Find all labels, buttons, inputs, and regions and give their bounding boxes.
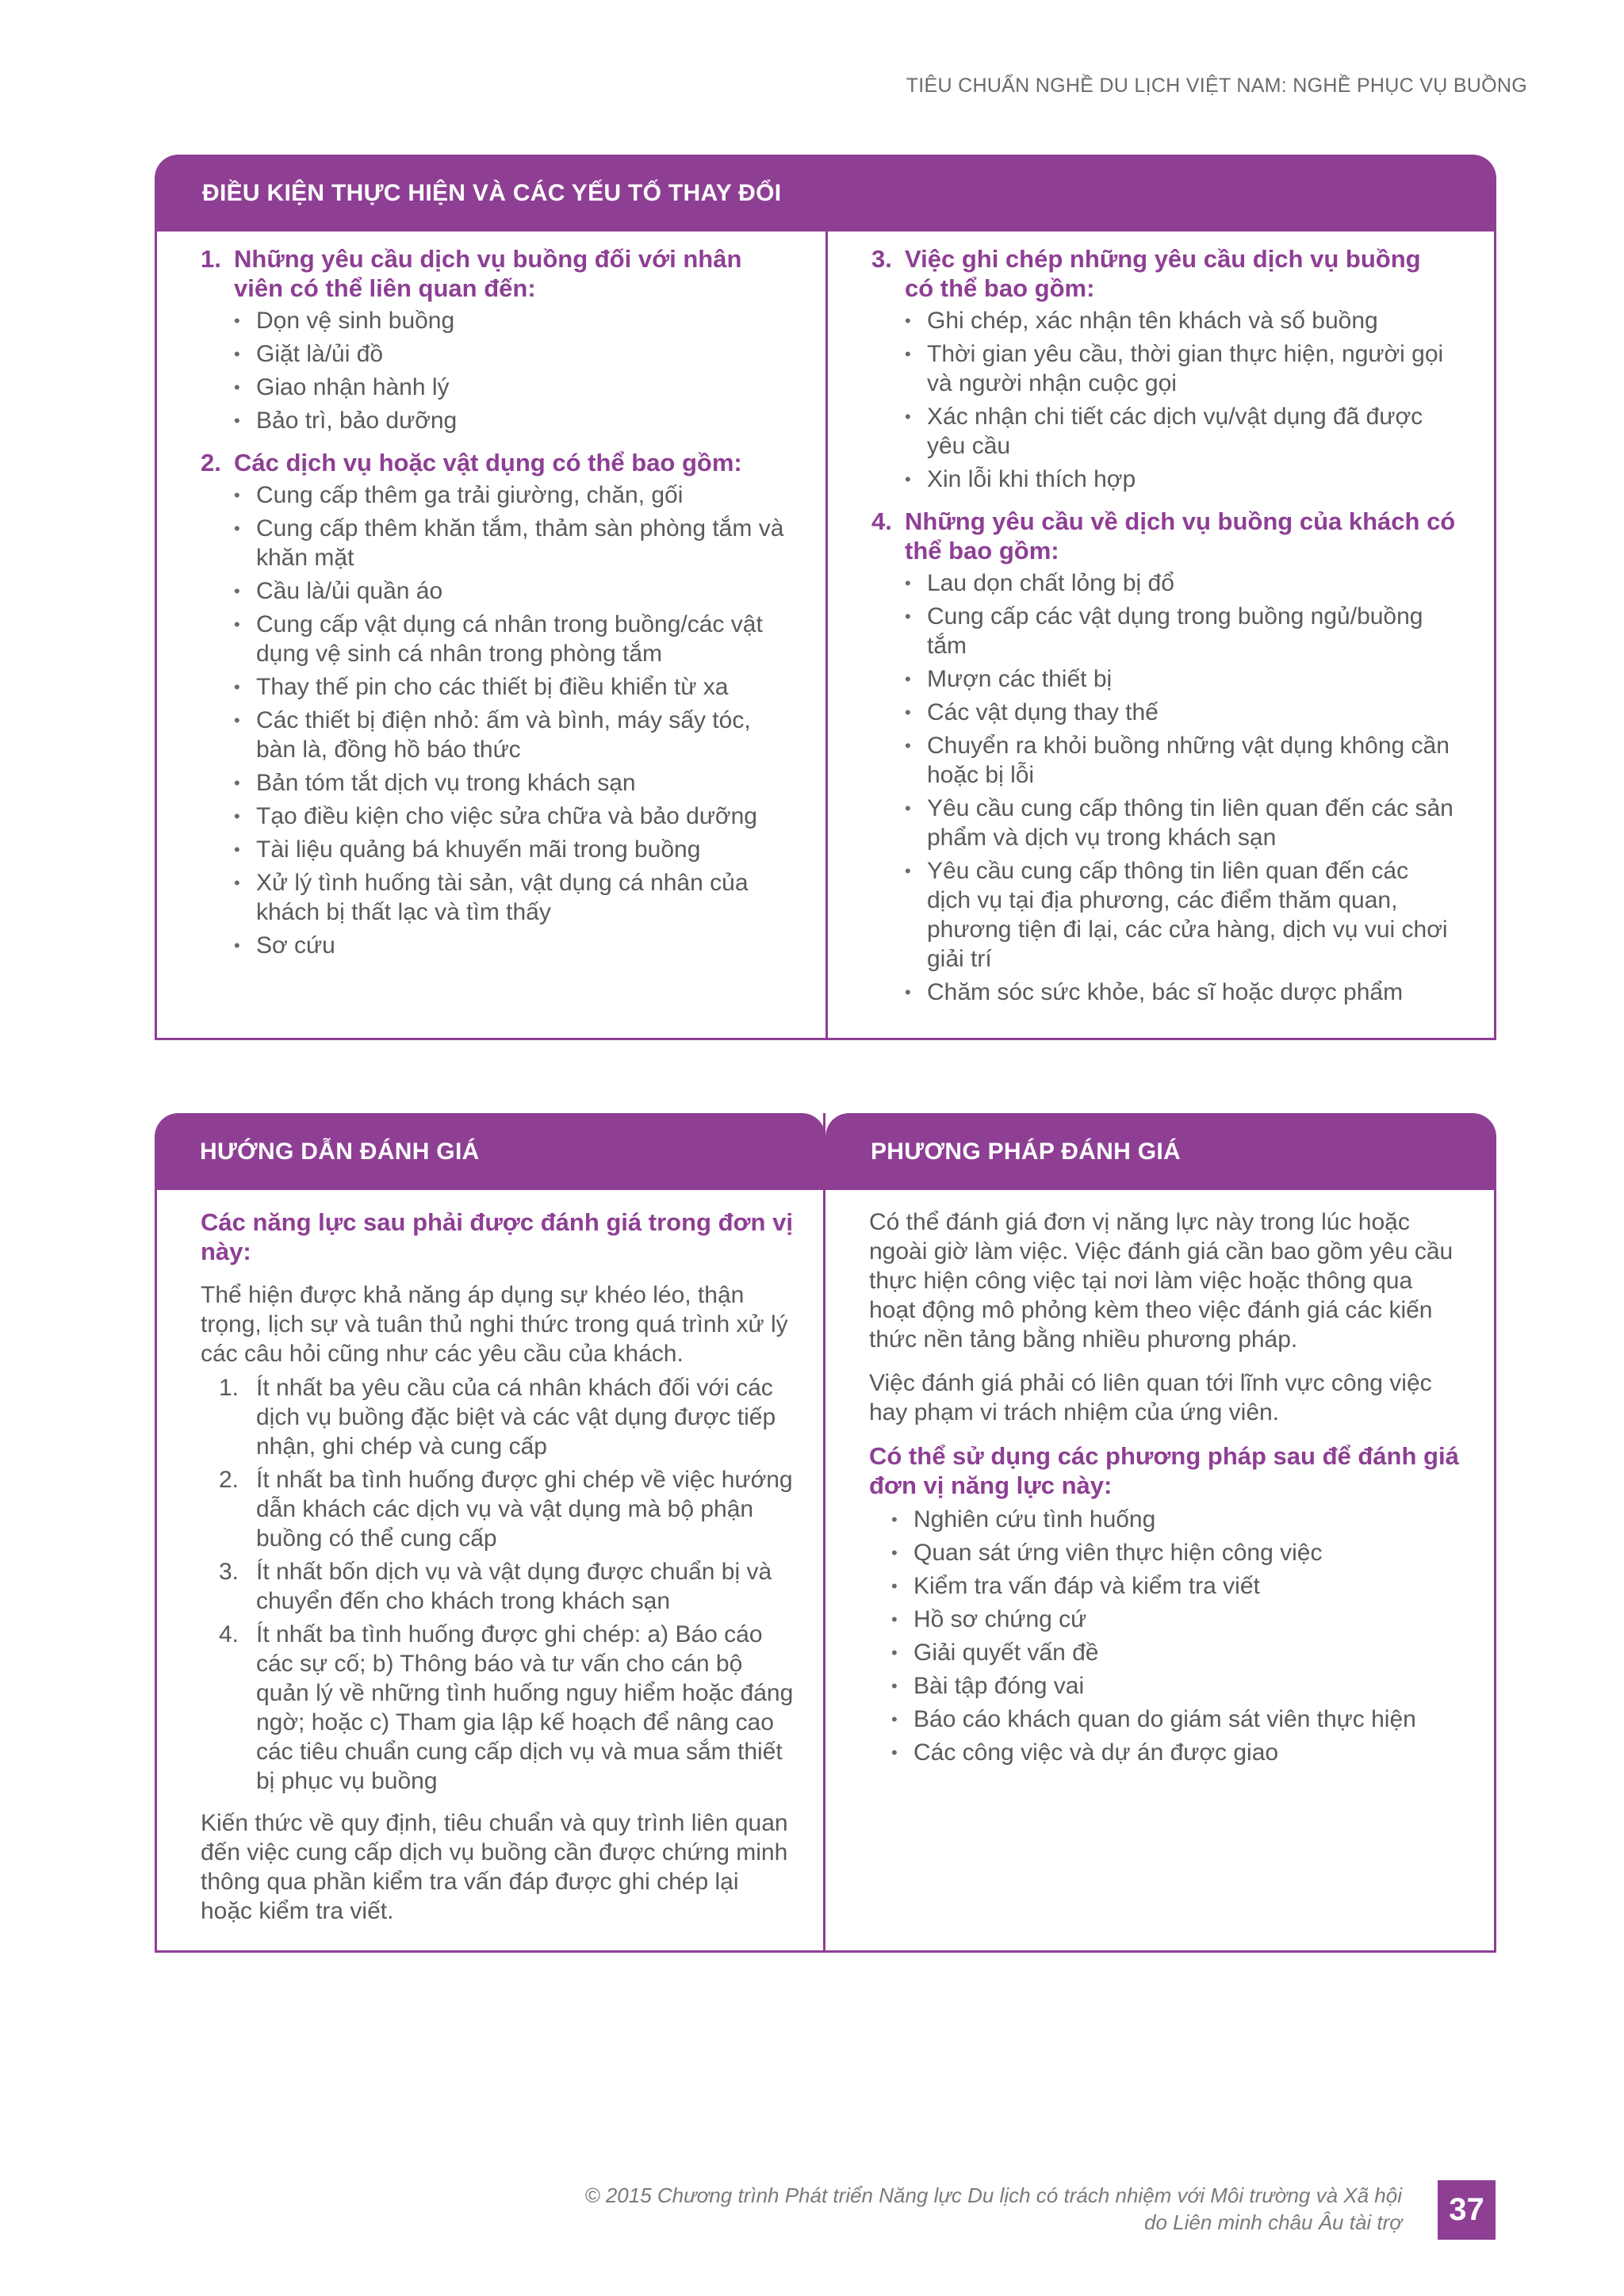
list-item: • Lau dọn chất lỏng bị đổ — [905, 568, 1456, 598]
conditions-left-column — [157, 232, 825, 1038]
section-heading — [871, 507, 1456, 565]
footer-line-1: © 2015 Chương trình Phát triển Năng lực Du lịch có trách nhiệm với Môi trường và Xã hội — [584, 2183, 1402, 2207]
condition-section — [871, 244, 1456, 494]
list-item: • Bài tập đóng vai — [891, 1671, 1464, 1701]
item-number: 4. — [219, 1621, 239, 1647]
list-item: • Xin lỗi khi thích hợp — [905, 465, 1456, 494]
section-number: 1. — [201, 245, 221, 273]
section-number: 2. — [201, 449, 221, 476]
list-item: • Yêu cầu cung cấp thông tin liên quan đến các sản phẩm và dịch vụ trong khách sạn — [905, 794, 1456, 852]
list-item: • Bản tóm tắt dịch vụ trong khách sạn — [234, 768, 787, 798]
list-item: • Yêu cầu cung cấp thông tin liên quan đến các dịch vụ tại địa phương, các điểm thăm quan, phương tiện đi lại, các cửa hàng, dịch vụ vui chơi giải trí — [905, 856, 1456, 974]
list-item: • Xử lý tình huống tài sản, vật dụng cá nhân của khách bị thất lạc và tìm thấy — [234, 868, 787, 927]
list-item: • Cung cấp các vật dụng trong buồng ngủ/buồng tắm — [905, 602, 1456, 660]
condition-section — [871, 507, 1456, 1007]
footer-line-2: do Liên minh châu Âu tài trợ — [1143, 2210, 1402, 2234]
list-item: • Kiểm tra vấn đáp và kiểm tra viết — [891, 1571, 1464, 1601]
footer-copyright — [584, 2182, 1402, 2236]
list-item: • Hồ sơ chứng cứ — [891, 1605, 1464, 1634]
numbered-item — [219, 1620, 795, 1796]
list-item: • Cung cấp vật dụng cá nhân trong buồng/các vật dụng vệ sinh cá nhân trong phòng tắm — [234, 610, 787, 668]
list-item: • Tài liệu quảng bá khuyến mãi trong buồng — [234, 835, 787, 864]
list-item: • Bảo trì, bảo dưỡng — [234, 406, 787, 435]
page-number: 37 — [1438, 2180, 1496, 2240]
list-item: • Các vật dụng thay thế — [905, 698, 1456, 727]
list-item: • Các công việc và dự án được giao — [891, 1738, 1464, 1767]
list-item: • Chăm sóc sức khỏe, bác sĩ hoặc dược phẩm — [905, 978, 1456, 1007]
section-heading — [871, 244, 1456, 303]
condition-section — [201, 448, 787, 960]
list-item: • Xác nhận chi tiết các dịch vụ/vật dụng đã được yêu cầu — [905, 402, 1456, 461]
list-item: • Thay thế pin cho các thiết bị điều khiển từ xa — [234, 672, 787, 702]
assessment-method-panel — [823, 1113, 1496, 1953]
list-item: • Nghiên cứu tình huống — [891, 1505, 1464, 1534]
list-item: • Chuyển ra khỏi buồng những vật dụng không cần hoặc bị lỗi — [905, 731, 1456, 790]
section-heading — [201, 244, 787, 303]
numbered-item — [219, 1465, 795, 1553]
conditions-right-column — [828, 232, 1494, 1038]
item-text: Ít nhất bốn dịch vụ và vật dụng được chuẩn bị và chuyển đến cho khách trong khách sạn — [256, 1559, 772, 1614]
list-item: • Dọn vệ sinh buồng — [234, 306, 787, 335]
list-item: • Mượn các thiết bị — [905, 664, 1456, 694]
item-text: Ít nhất ba tình huống được ghi chép: a) Báo cáo các sự cố; b) Thông báo và tư vấn cho cán bộ quản lý về những tình huống nguy hiểm hoặc đáng ngờ; hoặc c) Tham gia lập kế hoạch để nâng cao các tiêu chuẩn cung cấp dịch vụ và mua sắm thiết bị phục vụ buồng — [256, 1621, 794, 1794]
assessment-guide-title: HƯỚNG DẪN ĐÁNH GIÁ — [155, 1113, 825, 1190]
method-bullet-list — [869, 1505, 1464, 1767]
list-item: • Ghi chép, xác nhận tên khách và số buồng — [905, 306, 1456, 335]
section-bullet-list — [201, 480, 787, 960]
method-paragraph-1: Có thể đánh giá đơn vị năng lực này trong lúc hoặc ngoài giờ làm việc. Việc đánh giá cần bao gồm yêu cầu thực hiện công việc tại nơi làm việc hoặc thông qua hoạt động mô phỏng kèm theo việc đánh giá các kiến thức nền tảng bằng nhiều phương pháp. — [869, 1209, 1454, 1353]
section-title: Việc ghi chép những yêu cầu dịch vụ buồng có thể bao gồm: — [905, 245, 1421, 302]
list-item: • Cầu là/ủi quần áo — [234, 576, 787, 606]
item-number: 1. — [219, 1375, 239, 1401]
item-number: 2. — [219, 1467, 239, 1493]
list-item: • Thời gian yêu cầu, thời gian thực hiện, người gọi và người nhận cuộc gọi — [905, 339, 1456, 398]
section-title: Các dịch vụ hoặc vật dụng có thể bao gồm: — [234, 449, 742, 476]
list-item: • Sơ cứu — [234, 931, 787, 960]
section-number: 3. — [871, 245, 892, 273]
conditions-panel — [155, 155, 1496, 1040]
item-number: 3. — [219, 1559, 239, 1585]
list-item: • Giặt là/ủi đồ — [234, 339, 787, 369]
guide-numbered-list — [201, 1373, 795, 1796]
item-text: Ít nhất ba yêu cầu của cá nhân khách đối với các dịch vụ buồng đặc biệt và các vật dụng được tiếp nhận, ghi chép và cung cấp — [256, 1375, 776, 1460]
list-item: • Giải quyết vấn đề — [891, 1638, 1464, 1667]
list-item: • Quan sát ứng viên thực hiện công việc — [891, 1538, 1464, 1567]
method-paragraph-2: Việc đánh giá phải có liên quan tới lĩnh vực công việc hay phạm vi trách nhiệm của ứng viên. — [869, 1370, 1432, 1425]
list-item: • Giao nhận hành lý — [234, 373, 787, 402]
list-item: • Tạo điều kiện cho việc sửa chữa và bảo dưỡng — [234, 802, 787, 831]
section-title: Những yêu cầu về dịch vụ buồng của khách có thể bao gồm: — [905, 507, 1456, 564]
assessment-method-title: PHƯƠNG PHÁP ĐÁNH GIÁ — [825, 1113, 1496, 1190]
numbered-item — [219, 1557, 795, 1616]
method-subtitle: Có thể sử dụng các phương pháp sau để đánh giá đơn vị năng lực này: — [869, 1442, 1459, 1499]
item-text: Ít nhất ba tình huống được ghi chép về việc hướng dẫn khách các dịch vụ và vật dụng mà bộ phận buồng có thể cung cấp — [256, 1467, 793, 1552]
guide-subtitle: Các năng lực sau phải được đánh giá trong đơn vị này: — [201, 1208, 793, 1265]
list-item: • Báo cáo khách quan do giám sát viên thực hiện — [891, 1705, 1464, 1734]
section-bullet-list — [201, 306, 787, 435]
conditions-title: ĐIỀU KIỆN THỰC HIỆN VÀ CÁC YẾU TỐ THAY ĐỔI — [155, 155, 1496, 232]
section-heading — [201, 448, 787, 477]
condition-section — [201, 244, 787, 435]
section-number: 4. — [871, 507, 892, 535]
list-item: • Cung cấp thêm khăn tắm, thảm sàn phòng tắm và khăn mặt — [234, 514, 787, 572]
guide-closing: Kiến thức về quy định, tiêu chuẩn và quy trình liên quan đến việc cung cấp dịch vụ buồng cần được chứng minh thông qua phần kiểm tra vấn đáp được ghi chép lại hoặc kiểm tra viết. — [201, 1810, 788, 1924]
list-item: • Các thiết bị điện nhỏ: ấm và bình, máy sấy tóc, bàn là, đồng hồ báo thức — [234, 706, 787, 764]
numbered-item — [219, 1373, 795, 1461]
running-header: TIÊU CHUẨN NGHỀ DU LỊCH VIỆT NAM: NGHỀ PHỤC VỤ BUỒNG — [906, 75, 1527, 97]
guide-intro: Thể hiện được khả năng áp dụng sự khéo léo, thận trọng, lịch sự và tuân thủ nghi thức trong quá trình xử lý các câu hỏi cũng như các yêu cầu của khách. — [201, 1282, 788, 1367]
assessment-guide-panel — [155, 1113, 825, 1953]
section-title: Những yêu cầu dịch vụ buồng đối với nhân viên có thể liên quan đến: — [234, 245, 742, 302]
section-bullet-list — [871, 568, 1456, 1007]
list-item: • Cung cấp thêm ga trải giường, chăn, gối — [234, 480, 787, 510]
section-bullet-list — [871, 306, 1456, 494]
